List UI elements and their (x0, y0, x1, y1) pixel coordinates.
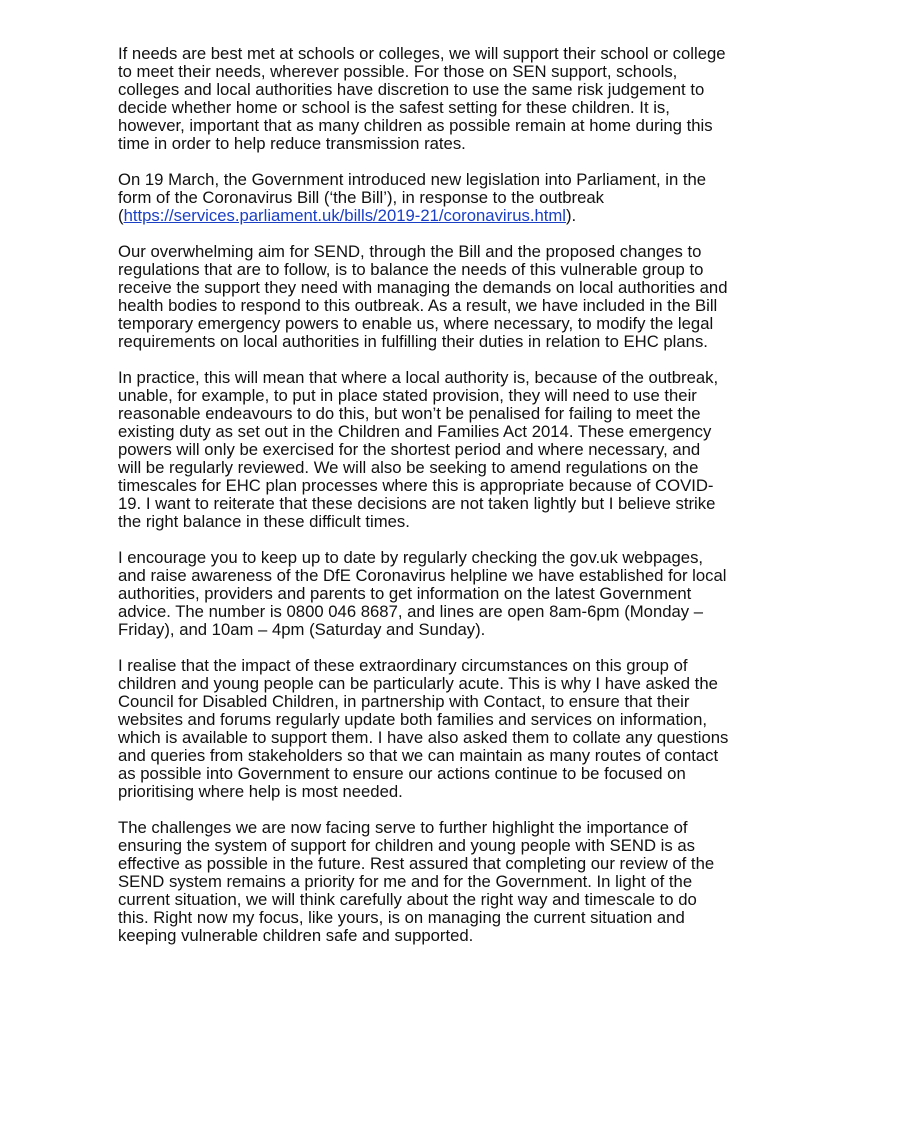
paragraph-coronavirus-bill-tail: ). (565, 206, 577, 225)
paragraph-helpline: I encourage you to keep up to date by regularly checking the gov.uk webpages, and raise awareness of the DfE Coronavirus helpline we have established for local authorities, providers and parents to get information on the latest Government advice. The number is 0800 046 8687, and lines are open 8am-6pm (Monday – Friday), and 10am – 4pm (Saturday and Sunday). (118, 548, 727, 639)
coronavirus-bill-link[interactable]: https://services.parliament.uk/bills/2019-21/coronavirus.html (123, 206, 566, 225)
paragraph-coronavirus-bill-text: On 19 March, the Government introduced new legislation into Parliament, in the form of the Coronavirus Bill (‘the Bill’), in response to the outbreak ( (118, 170, 707, 225)
paragraph-in-practice: In practice, this will mean that where a local authority is, because of the outbreak, unable, for example, to put in place stated provision, they will need to use their reasonable endeavours to do this, but won’t be penalised for failing to meet the existing duty as set out in the Children and Families Act 2014. These emergency powers will only be exercised for the shortest period and where necessary, and will be regularly reviewed. We will also be seeking to amend regulations on the timescales for EHC plan processes where this is appropriate because of COVID- 19. I want to reiterate that these decisions are not taken lightly but I believe strike the right balance in these difficult times. (118, 368, 719, 531)
paragraph-school-support: If needs are best met at schools or colleges, we will support their school or college to meet their needs, wherever possible. For those on SEN support, schools, colleges and local authorities have discretion to use the same risk judgement to decide whether home or school is the safest setting for these children. It is, however, important that as many children as possible remain at home during this time in order to help reduce transmission rates. (118, 44, 726, 153)
paragraph-challenges: The challenges we are now facing serve to further highlight the importance of ensuring the system of support for children and young people with SEND is as effective as possible in the future. Rest assured that completing our review of the SEND system remains a priority for me and for the Government. In light of the current situation, we will think carefully about the right way and timescale to do this. Right now my focus, like yours, is on managing the current situation and keeping vulnerable children safe and supported. (118, 818, 715, 945)
letter-body (118, 45, 798, 945)
paragraph-council-disabled-children: I realise that the impact of these extraordinary circumstances on this group of children and young people can be particularly acute. This is why I have asked the Council for Disabled Children, in partnership with Contact, to ensure that their websites and forums regularly update both families and services on information, which is available to support them. I have also asked them to collate any questions and queries from stakeholders so that we can maintain as many routes of contact as possible into Government to ensure our actions continue to be focused on prioritising where help is most needed. (118, 656, 729, 801)
paragraph-coronavirus-bill (118, 171, 798, 225)
paragraph-send-aim: Our overwhelming aim for SEND, through the Bill and the proposed changes to regulations that are to follow, is to balance the needs of this vulnerable group to receive the support they need with managing the demands on local authorities and health bodies to respond to this outbreak. As a result, we have included in the Bill temporary emergency powers to enable us, where necessary, to modify the legal requirements on local authorities in fulfilling their duties in relation to EHC plans. (118, 242, 728, 351)
